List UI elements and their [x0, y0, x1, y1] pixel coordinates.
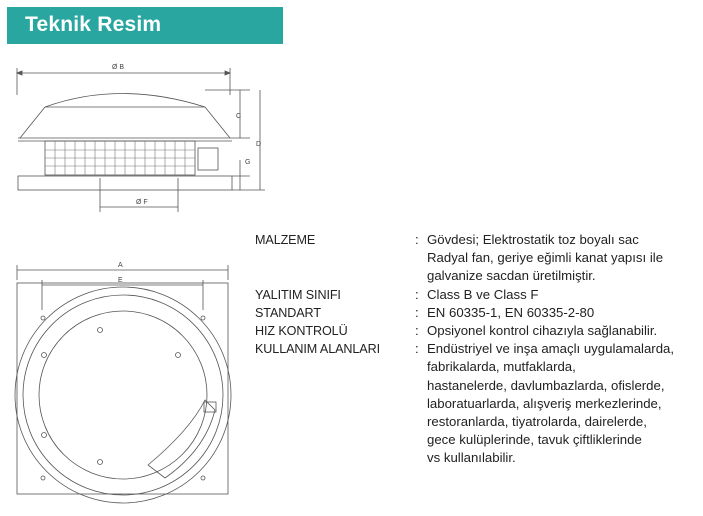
spec-value-line: galvanize sacdan üretilmiştir. — [427, 268, 596, 284]
spec-label: HIZ KONTROLÜ — [255, 324, 348, 339]
spec-value-line: Radyal fan, geriye eğimli kanat yapısı ile — [427, 250, 664, 266]
spec-colon: : — [415, 286, 419, 302]
spec-value-line: vs kullanılabilir. — [427, 450, 516, 466]
spec-label: KULLANIM ALANLARI — [255, 342, 380, 357]
spec-label: MALZEME — [255, 233, 316, 247]
top-view-drawing — [15, 265, 231, 503]
spec-row-yalitim — [255, 286, 700, 304]
spec-value-line: restoranlarda, tiyatrolarda, dairelerde, — [427, 414, 647, 430]
spec-list — [255, 231, 700, 468]
section-title: Teknik Resim — [25, 13, 162, 36]
spec-value — [427, 340, 700, 467]
dim-b-label: Ø B — [112, 64, 125, 71]
dim-f-label: Ø F — [136, 199, 148, 206]
dim-c-label: C — [236, 113, 242, 120]
spec-value-line: gece kulüplerinde, tavuk çiftliklerinde — [427, 432, 642, 448]
spec-colon: : — [415, 341, 419, 357]
side-view-drawing — [17, 68, 265, 212]
dim-a-label: A — [118, 262, 123, 269]
spec-colon: : — [415, 323, 419, 339]
spec-value-line: EN 60335-1, EN 60335-2-80 — [427, 304, 595, 320]
dim-g-label: G — [245, 159, 251, 166]
dim-e-label: E — [118, 277, 123, 284]
dim-d-label: D — [256, 141, 262, 148]
spec-value-line: hastanelerde, davlumbazlarda, ofislerde, — [427, 377, 665, 393]
spec-colon: : — [415, 304, 419, 320]
spec-value-line: Class B ve Class F — [427, 286, 539, 302]
spec-value-line: Endüstriyel ve inşa amaçlı uygulamalarda, — [427, 341, 675, 357]
spec-row-malzeme — [255, 231, 700, 286]
spec-value-line: Gövdesi; Elektrostatik toz boyalı sac — [427, 232, 639, 247]
spec-row-kullanim — [255, 340, 700, 467]
spec-value-line: Opsiyonel kontrol cihazıyla sağlanabilir. — [427, 323, 658, 339]
spec-label: STANDART — [255, 305, 321, 320]
spec-value-line: fabrikalarda, mutfaklarda, — [427, 359, 576, 375]
spec-label: YALITIM SINIFI — [255, 287, 341, 302]
spec-row-standart — [255, 304, 700, 322]
spec-value — [427, 231, 700, 286]
spec-row-hiz — [255, 322, 700, 340]
spec-value-line: laboratuarlarda, alışveriş merkezlerinde, — [427, 395, 662, 411]
spec-value — [427, 322, 700, 340]
spec-value — [427, 286, 700, 304]
spec-value — [427, 304, 700, 322]
spec-colon: : — [415, 232, 419, 247]
